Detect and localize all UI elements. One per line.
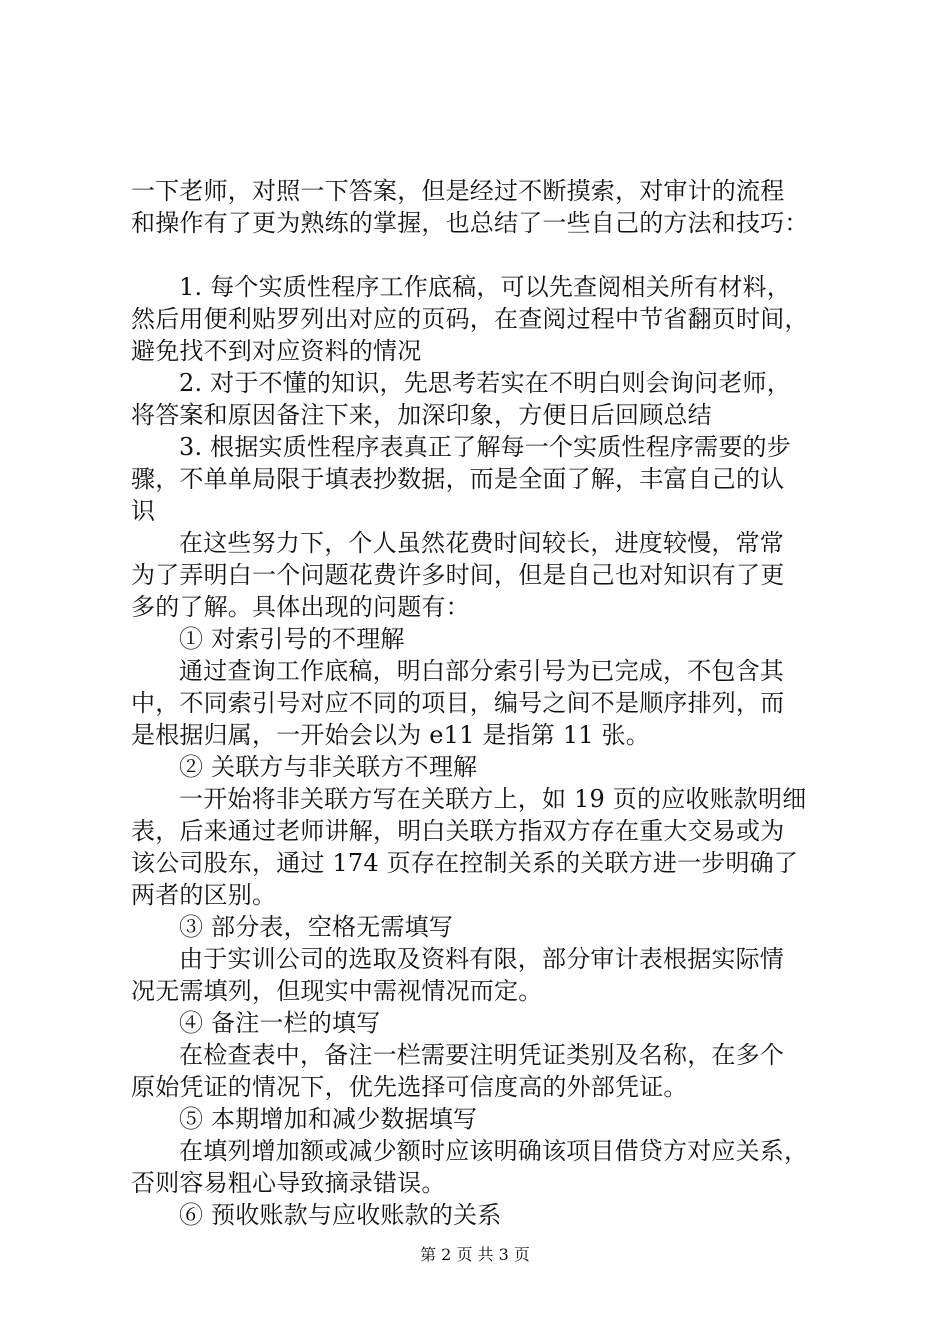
paragraph-line: 是根据归属，一开始会以为 e11 是指第 11 张。 bbox=[131, 721, 650, 749]
paragraph-line: 多的了解。具体出现的问题有： bbox=[131, 593, 470, 621]
list-item-line: 避免找不到对应资料的情况 bbox=[131, 337, 422, 365]
paragraph-line: 表，后来通过老师讲解，明白关联方指双方存在重大交易或为 bbox=[131, 817, 785, 845]
paragraph-line: 一开始将非关联方写在关联方上，如 19 页的应收账款明细 bbox=[179, 785, 807, 813]
paragraph-line: 一下老师，对照一下答案，但是经过不断摸索，对审计的流程 bbox=[131, 177, 785, 205]
paragraph-line: 由于实训公司的选取及资料有限，部分审计表根据实际情 bbox=[179, 945, 784, 973]
paragraph-line: 原始凭证的情况下，优先选择可信度高的外部凭证。 bbox=[131, 1073, 688, 1101]
list-item-line: 1. 每个实质性程序工作底稿，可以先查阅相关所有材料， bbox=[179, 273, 791, 301]
list-item-line: 然后用便利贴罗列出对应的页码，在查阅过程中节省翻页时间， bbox=[131, 305, 809, 333]
issue-heading: ② 关联方与非关联方不理解 bbox=[179, 753, 478, 781]
paragraph-line: 和操作有了更为熟练的掌握，也总结了一些自己的方法和技巧： bbox=[131, 209, 809, 237]
list-item-line: 骤，不单单局限于填表抄数据，而是全面了解，丰富自己的认 bbox=[131, 465, 785, 493]
paragraph-line: 为了弄明白一个问题花费许多时间，但是自己也对知识有了更 bbox=[131, 561, 785, 589]
paragraph-line: 中，不同索引号对应不同的项目，编号之间不是顺序排列，而 bbox=[131, 689, 785, 717]
paragraph-line: 在这些努力下，个人虽然花费时间较长，进度较慢，常常 bbox=[179, 529, 784, 557]
paragraph-line: 该公司股东，通过 174 页存在控制关系的关联方进一步明确了 bbox=[131, 849, 799, 877]
issue-heading: ⑤ 本期增加和减少数据填写 bbox=[179, 1105, 478, 1133]
paragraph-line: 在检查表中，备注一栏需要注明凭证类别及名称，在多个 bbox=[179, 1041, 784, 1069]
issue-heading: ⑥ 预收账款与应收账款的关系 bbox=[179, 1201, 502, 1229]
paragraph-line: 否则容易粗心导致摘录错误。 bbox=[131, 1169, 446, 1197]
issue-heading: ④ 备注一栏的填写 bbox=[179, 1009, 381, 1037]
list-item-line: 识 bbox=[131, 497, 156, 525]
paragraph-line: 通过查询工作底稿，明白部分索引号为已完成，不包含其 bbox=[179, 657, 784, 685]
paragraph-line: 况无需填列，但现实中需视情况而定。 bbox=[131, 977, 543, 1005]
paragraph-line: 在填列增加额或减少额时应该明确该项目借贷方对应关系， bbox=[179, 1137, 809, 1165]
list-item-line: 2. 对于不懂的知识，先思考若实在不明白则会询问老师， bbox=[179, 369, 791, 397]
paragraph-line: 两者的区别。 bbox=[131, 881, 277, 909]
page-number-footer: 第 2 页 共 3 页 bbox=[420, 1245, 530, 1264]
issue-heading: ① 对索引号的不理解 bbox=[179, 625, 405, 653]
list-item-line: 3. 根据实质性程序表真正了解每一个实质性程序需要的步 bbox=[179, 433, 791, 461]
list-item-line: 将答案和原因备注下来，加深印象，方便日后回顾总结 bbox=[131, 401, 712, 429]
issue-heading: ③ 部分表，空格无需填写 bbox=[179, 913, 454, 941]
